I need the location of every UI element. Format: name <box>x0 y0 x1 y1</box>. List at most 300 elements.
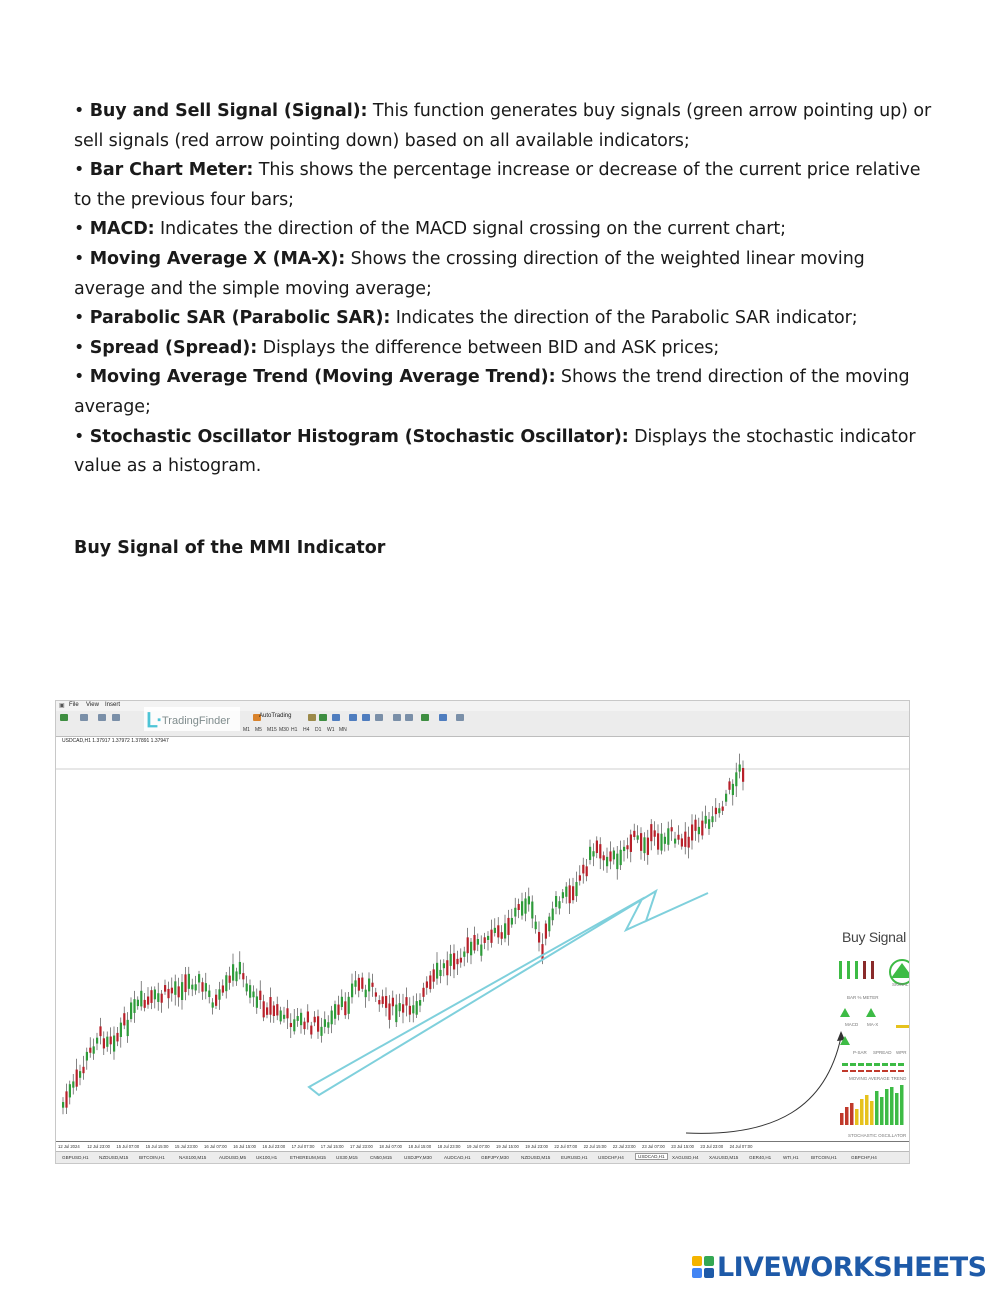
ma-trend-bar <box>858 1063 864 1066</box>
candle-body <box>589 847 591 860</box>
candle-body <box>463 951 465 956</box>
candle-body <box>613 851 615 860</box>
candle-body <box>147 997 149 1005</box>
time-tick-label: 22 Jul 15:00 <box>583 1144 607 1149</box>
stoch-histogram-bar <box>880 1097 884 1125</box>
candle-body <box>399 1003 401 1011</box>
candle-body <box>565 887 567 897</box>
candle-body <box>609 851 611 861</box>
candle-body <box>371 983 373 987</box>
timeframe-button[interactable]: M5 <box>255 727 262 733</box>
candle-body <box>545 924 547 939</box>
candle-body <box>82 1067 84 1073</box>
candle-body <box>256 996 258 1007</box>
chart-tab[interactable]: UK100,H1 <box>256 1155 278 1160</box>
profiles-icon[interactable] <box>80 714 88 721</box>
chart-tab[interactable]: AUDCAD,H1 <box>444 1155 471 1160</box>
bullet-term: Moving Average Trend (Moving Average Trend): <box>89 367 556 388</box>
candle-body <box>504 923 506 938</box>
candle-body <box>507 918 509 935</box>
candle-body <box>392 998 394 1007</box>
candle-body <box>450 954 452 966</box>
navigator-icon[interactable] <box>112 714 120 721</box>
candle-body <box>446 960 448 975</box>
chart-tab[interactable]: GBPCHF,H4 <box>851 1155 877 1160</box>
chart-tab[interactable]: BITCOIN,H1 <box>139 1155 165 1160</box>
candle-body <box>480 945 482 956</box>
chart-tab[interactable]: XAGUSD,H4 <box>672 1155 699 1160</box>
candle-body <box>555 896 557 907</box>
stoch-histogram-bar <box>860 1099 864 1125</box>
bullet-term: MACD: <box>89 219 155 240</box>
candle-body <box>293 1019 295 1031</box>
candle-body <box>422 988 424 997</box>
candle-body <box>195 984 197 990</box>
candle-body <box>215 995 217 1006</box>
bullet-item <box>74 156 934 215</box>
candle-body <box>419 1000 421 1006</box>
templates-icon[interactable] <box>456 714 464 721</box>
candle-body <box>708 819 710 829</box>
candle-body <box>531 902 533 919</box>
candle-body <box>205 983 207 991</box>
timeframe-button[interactable]: M30 <box>279 727 289 733</box>
timeframe-button[interactable]: M15 <box>267 727 277 733</box>
candle-body <box>684 832 686 847</box>
candle-body <box>110 1037 112 1045</box>
wpr-label: WPR <box>896 1050 907 1055</box>
candle-body <box>620 850 622 865</box>
bullet-description: Shows the crossing direction of the weighted linear moving average and the simple moving average; <box>74 248 865 299</box>
bullet-term: Buy and Sell Signal (Signal): <box>89 101 368 121</box>
timeframe-button[interactable]: H4 <box>303 727 310 733</box>
candle-body <box>164 985 166 992</box>
candle-body <box>133 999 135 1013</box>
ma-x-label: MA-X <box>867 1022 879 1027</box>
candle-body <box>351 984 353 998</box>
candle-body <box>548 917 550 932</box>
shift-icon[interactable] <box>405 714 413 721</box>
candle-body <box>654 830 656 836</box>
tile-icon[interactable] <box>375 714 383 721</box>
bullet-description: Shows the trend direction of the moving average; <box>74 367 910 417</box>
candle-body <box>552 909 554 921</box>
time-tick-label: 17 Jul 23:00 <box>350 1144 373 1149</box>
market-watch-icon[interactable] <box>98 714 106 721</box>
candle-body <box>490 930 492 943</box>
chart-tabs <box>56 1151 909 1164</box>
zoom-out-icon[interactable] <box>362 714 370 721</box>
candle-body <box>718 808 720 813</box>
candle-body <box>616 854 618 869</box>
candle-body <box>283 1015 285 1019</box>
psar-label: P-SAR <box>853 1050 867 1055</box>
candle-body <box>317 1016 319 1031</box>
bullet-description: Indicates the direction of the Parabolic SAR indicator; <box>390 308 858 329</box>
chart-tab[interactable]: USDCHF,H4 <box>598 1155 624 1160</box>
candle-body <box>266 1007 268 1014</box>
time-tick-label: 18 Jul 23:00 <box>437 1144 461 1149</box>
bullet-description: Displays the stochastic indicator value as a histogram. <box>74 426 916 477</box>
time-tick-label: 18 Jul 15:00 <box>408 1144 432 1149</box>
ma-trend-bar <box>842 1063 848 1066</box>
chart-tab[interactable]: GBPJPY,M30 <box>481 1155 509 1160</box>
stoch-histogram-bar <box>845 1107 849 1125</box>
time-tick-label: 15 Jul 15:00 <box>145 1144 169 1149</box>
candle-body <box>402 1004 404 1012</box>
bullet-list <box>74 97 934 482</box>
section-title: Buy Signal of the MMI Indicator <box>74 538 386 558</box>
bullet-marker: • <box>74 160 90 181</box>
stoch-histogram-bar <box>875 1091 879 1125</box>
bullet-term: Stochastic Oscillator Histogram (Stochastic Oscillator): <box>89 426 629 447</box>
bar-meter-bar <box>855 961 858 979</box>
candle-body <box>606 857 608 866</box>
ma-trend-bar <box>874 1063 880 1066</box>
candle-body <box>116 1033 118 1042</box>
chart-tab[interactable]: US30,M15 <box>336 1155 358 1160</box>
candle-chart-icon[interactable] <box>319 714 327 721</box>
candle-body <box>681 838 683 846</box>
candle-body <box>501 932 503 939</box>
time-tick-label: 22 Jul 23:00 <box>612 1144 636 1149</box>
candle-body <box>79 1071 81 1078</box>
timeframe-button[interactable]: D1 <box>315 727 322 733</box>
chart-title: USDCAD,H1 1.37917 1.37972 1.37891 1.37947 <box>62 738 169 744</box>
liveworksheets-mark-icon <box>692 1256 714 1278</box>
autotrading-button[interactable]: AutoTrading <box>259 713 292 719</box>
chart-tab[interactable]: GER40,H1 <box>749 1155 772 1160</box>
candle-body <box>171 988 173 994</box>
candle-body <box>300 1013 302 1025</box>
time-tick-label: 19 Jul 15:00 <box>496 1144 519 1149</box>
candle-body <box>715 808 717 814</box>
candle-body <box>623 847 625 851</box>
candle-body <box>575 882 577 896</box>
bar-meter-bar <box>871 961 874 979</box>
candle-body <box>487 936 489 940</box>
timeframe-button[interactable]: MN <box>339 727 347 733</box>
candle-body <box>688 837 690 848</box>
candle-body <box>677 835 679 840</box>
candle-body <box>416 1001 418 1015</box>
candle-body <box>671 827 673 831</box>
bar-meter-bar <box>839 961 842 979</box>
chart-tab[interactable]: CN50,M15 <box>370 1155 392 1160</box>
candle-body <box>239 962 241 974</box>
ma-trend-bar <box>866 1063 872 1066</box>
macd-up-icon <box>840 1008 850 1017</box>
candle-body <box>127 1020 129 1036</box>
chart-tab[interactable]: XAUUSD,M15 <box>709 1155 739 1160</box>
candle-body <box>596 841 598 854</box>
menu-insert[interactable]: Insert <box>105 702 121 708</box>
timeframe-button[interactable]: M1 <box>243 727 250 733</box>
candle-body <box>62 1102 64 1108</box>
ma-trend-bar <box>890 1070 896 1072</box>
candle-body <box>382 996 384 1004</box>
candle-body <box>103 1038 105 1048</box>
candle-body <box>586 866 588 876</box>
candle-body <box>691 824 693 840</box>
ma-trend-bar <box>850 1063 856 1066</box>
candle-body <box>701 821 703 836</box>
candle-body <box>592 851 594 856</box>
candle-body <box>208 991 210 997</box>
candle-body <box>290 1023 292 1027</box>
candle-body <box>320 1027 322 1036</box>
ma-trend-bar <box>874 1070 880 1072</box>
candle-body <box>344 1001 346 1015</box>
candle-body <box>314 1017 316 1023</box>
menu-file[interactable]: File <box>69 702 79 708</box>
candle-body <box>242 973 244 979</box>
candle-body <box>106 1037 108 1047</box>
candle-body <box>460 958 462 963</box>
candle-body <box>443 963 445 968</box>
bullet-item <box>74 215 934 245</box>
stoch-label: STOCHASTIC OSCILLATOR <box>848 1133 907 1138</box>
candle-body <box>521 901 523 915</box>
candle-body <box>324 1019 326 1027</box>
candle-body <box>280 1011 282 1022</box>
macd-label: MACD <box>845 1022 859 1027</box>
time-tick-label: 15 Jul 07:00 <box>116 1144 140 1149</box>
bar-meter-label: BAR % METER <box>847 995 879 1000</box>
bullet-marker: • <box>74 337 90 358</box>
bullet-term: Moving Average X (MA-X): <box>89 248 346 269</box>
candle-body <box>76 1070 78 1087</box>
candle-body <box>409 1006 411 1015</box>
candle-body <box>518 904 520 910</box>
bullet-description: Displays the difference between BID and ASK prices; <box>257 337 720 358</box>
time-tick-label: 17 Jul 15:00 <box>320 1144 344 1149</box>
bullet-marker: • <box>74 426 90 447</box>
candle-body <box>664 837 666 844</box>
candle-body <box>123 1013 125 1025</box>
candle-body <box>378 1000 380 1004</box>
candle-body <box>711 816 713 822</box>
candle-body <box>514 908 516 917</box>
chart-tab[interactable]: EURUSD,H1 <box>561 1155 588 1160</box>
bullet-item <box>74 423 934 482</box>
candle-body <box>579 875 581 880</box>
stoch-histogram-bar <box>885 1089 889 1125</box>
candle-body <box>484 937 486 943</box>
time-tick-label: 12 Jul 2024 <box>58 1144 80 1149</box>
candle-body <box>246 984 248 992</box>
candle-body <box>212 1002 214 1007</box>
candle-body <box>735 772 737 786</box>
bullet-term: Bar Chart Meter: <box>89 160 254 181</box>
candle-body <box>725 794 727 802</box>
menu-view[interactable]: View <box>86 702 99 708</box>
candle-body <box>93 1046 95 1053</box>
line-chart-icon[interactable] <box>332 714 340 721</box>
chart-tab[interactable]: GBPUSD,H1 <box>62 1155 89 1160</box>
candle-body <box>436 963 438 979</box>
candle-body <box>630 834 632 851</box>
pointer-curve <box>686 1037 841 1133</box>
chart-tab[interactable]: ETHEREUM,M15 <box>290 1155 326 1160</box>
candle-body <box>698 827 700 834</box>
candle-body <box>739 764 741 771</box>
candle-body <box>337 1005 339 1015</box>
stoch-histogram-bar <box>895 1093 899 1125</box>
candle-body <box>368 979 370 992</box>
time-tick-label: 16 Jul 15:00 <box>233 1144 257 1149</box>
candle-body <box>184 974 186 992</box>
time-tick-label: 18 Jul 07:00 <box>379 1144 403 1149</box>
candle-body <box>99 1026 101 1036</box>
candle-body <box>130 1002 132 1019</box>
brand-name: LIVEWORKSHEETS <box>717 1252 987 1283</box>
candle-body <box>334 1004 336 1019</box>
candle-body <box>569 885 571 903</box>
candle-body <box>235 971 237 981</box>
candle-body <box>637 835 639 839</box>
candle-body <box>249 985 251 998</box>
spread-bar <box>896 1025 909 1028</box>
stoch-histogram-bar <box>840 1113 844 1125</box>
candle-body <box>657 833 659 849</box>
stoch-histogram-bar <box>865 1095 869 1125</box>
candle-body <box>365 990 367 997</box>
bullet-marker: • <box>74 308 90 329</box>
candle-body <box>456 959 458 964</box>
stoch-histogram-bar <box>855 1109 859 1125</box>
candle-body <box>286 1008 288 1018</box>
signal-label: SIGNAL <box>892 982 909 987</box>
candle-body <box>426 981 428 987</box>
candle-body <box>327 1022 329 1027</box>
candle-body <box>558 901 560 908</box>
bullet-term: Spread (Spread): <box>89 337 258 358</box>
ma-trend-bar <box>882 1070 888 1072</box>
chart-tab[interactable]: WTI,H1 <box>783 1155 799 1160</box>
candle-body <box>331 1011 333 1025</box>
candle-body <box>732 784 734 795</box>
candle-body <box>310 1026 312 1035</box>
candle-body <box>218 989 220 999</box>
timeframe-button[interactable]: H1 <box>291 727 298 733</box>
chart-tab[interactable]: USDCAD,H1 <box>635 1153 668 1160</box>
candle-body <box>603 855 605 860</box>
spread-label: SPREAD <box>873 1050 892 1055</box>
candle-body <box>89 1048 91 1053</box>
candle-body <box>582 865 584 874</box>
periods-icon[interactable] <box>439 714 447 721</box>
time-tick-label: 12 Jul 23:00 <box>87 1144 111 1149</box>
chart-tab[interactable]: NZDUSD,M15 <box>521 1155 551 1160</box>
time-tick-label: 19 Jul 07:00 <box>466 1144 490 1149</box>
candle-body <box>626 845 628 849</box>
ma-x-up-icon <box>866 1008 876 1017</box>
candle-body <box>497 925 499 937</box>
candle-body <box>65 1091 67 1107</box>
stoch-histogram-bar <box>870 1101 874 1125</box>
bullet-description: This shows the percentage increase or decrease of the current price relative to the previous four bars; <box>74 160 921 210</box>
time-tick-label: 23 Jul 15:00 <box>671 1144 695 1149</box>
ma-trend-bar <box>890 1063 896 1066</box>
candle-body <box>429 975 431 989</box>
candle-body <box>599 844 601 858</box>
candle-body <box>269 997 271 1015</box>
candle-body <box>303 1022 305 1029</box>
bullet-marker: • <box>74 367 90 388</box>
stoch-histogram-bar <box>850 1103 854 1125</box>
chart-tab[interactable]: AUDUSD,M5 <box>219 1155 247 1160</box>
candle-body <box>633 831 635 837</box>
candle-body <box>354 980 356 986</box>
candle-body <box>470 942 472 955</box>
chart-tab[interactable]: NZDUSD,M15 <box>99 1155 129 1160</box>
indicators-icon[interactable] <box>421 714 429 721</box>
bullet-item <box>74 97 934 156</box>
candle-body <box>660 834 662 851</box>
bullet-marker: • <box>74 248 90 269</box>
candle-body <box>650 824 652 841</box>
tradingfinder-logo-icon: ᒷ <box>146 710 162 732</box>
time-tick-label: 23 Jul 23:00 <box>700 1144 724 1149</box>
time-tick-label: 22 Jul 07:00 <box>554 1144 578 1149</box>
candle-body <box>705 816 707 824</box>
bullet-description: Indicates the direction of the MACD signal crossing on the current chart; <box>154 219 786 240</box>
candle-body <box>161 994 163 1003</box>
price-chart <box>56 737 909 1141</box>
candle-body <box>178 986 180 997</box>
time-tick-label: 15 Jul 23:00 <box>174 1144 198 1149</box>
candle-body <box>674 839 676 844</box>
time-tick-label: 24 Jul 07:00 <box>729 1144 753 1149</box>
candle-body <box>572 886 574 900</box>
candle-body <box>524 898 526 913</box>
scroll-icon[interactable] <box>393 714 401 721</box>
signal-up-icon <box>891 963 909 978</box>
candle-body <box>276 1004 278 1015</box>
candle-body <box>385 996 387 1008</box>
chart-tab[interactable]: USDJPY,M30 <box>404 1155 432 1160</box>
tradingfinder-logo <box>144 707 240 731</box>
candle-body <box>120 1023 122 1037</box>
trading-screenshot <box>55 700 910 1164</box>
candle-body <box>395 1005 397 1023</box>
candle-body <box>225 975 227 991</box>
candle-body <box>72 1081 74 1087</box>
chart-tab[interactable]: BITCOIN,H1 <box>811 1155 837 1160</box>
candle-body <box>167 989 169 998</box>
time-tick-label: 23 Jul 07:00 <box>642 1144 665 1149</box>
candle-body <box>181 982 183 1000</box>
chart-tab[interactable]: NAS100,M15 <box>179 1155 207 1160</box>
candle-body <box>361 978 363 989</box>
candle-body <box>157 993 159 1002</box>
bullet-item <box>74 245 934 304</box>
stoch-histogram-bar <box>890 1087 894 1125</box>
ma-trend-bar <box>858 1070 864 1072</box>
time-tick-label: 16 Jul 07:00 <box>204 1144 227 1149</box>
candle-body <box>144 1000 146 1008</box>
candle-body <box>273 1006 275 1016</box>
zoom-in-icon[interactable] <box>349 714 357 721</box>
candle-body <box>643 837 645 853</box>
candle-body <box>341 997 343 1007</box>
candle-body <box>307 1011 309 1022</box>
bar-chart-icon[interactable] <box>308 714 316 721</box>
ma-trend-bar <box>898 1063 904 1066</box>
timeframe-button[interactable]: W1 <box>327 727 335 733</box>
new-chart-icon[interactable] <box>60 714 68 721</box>
